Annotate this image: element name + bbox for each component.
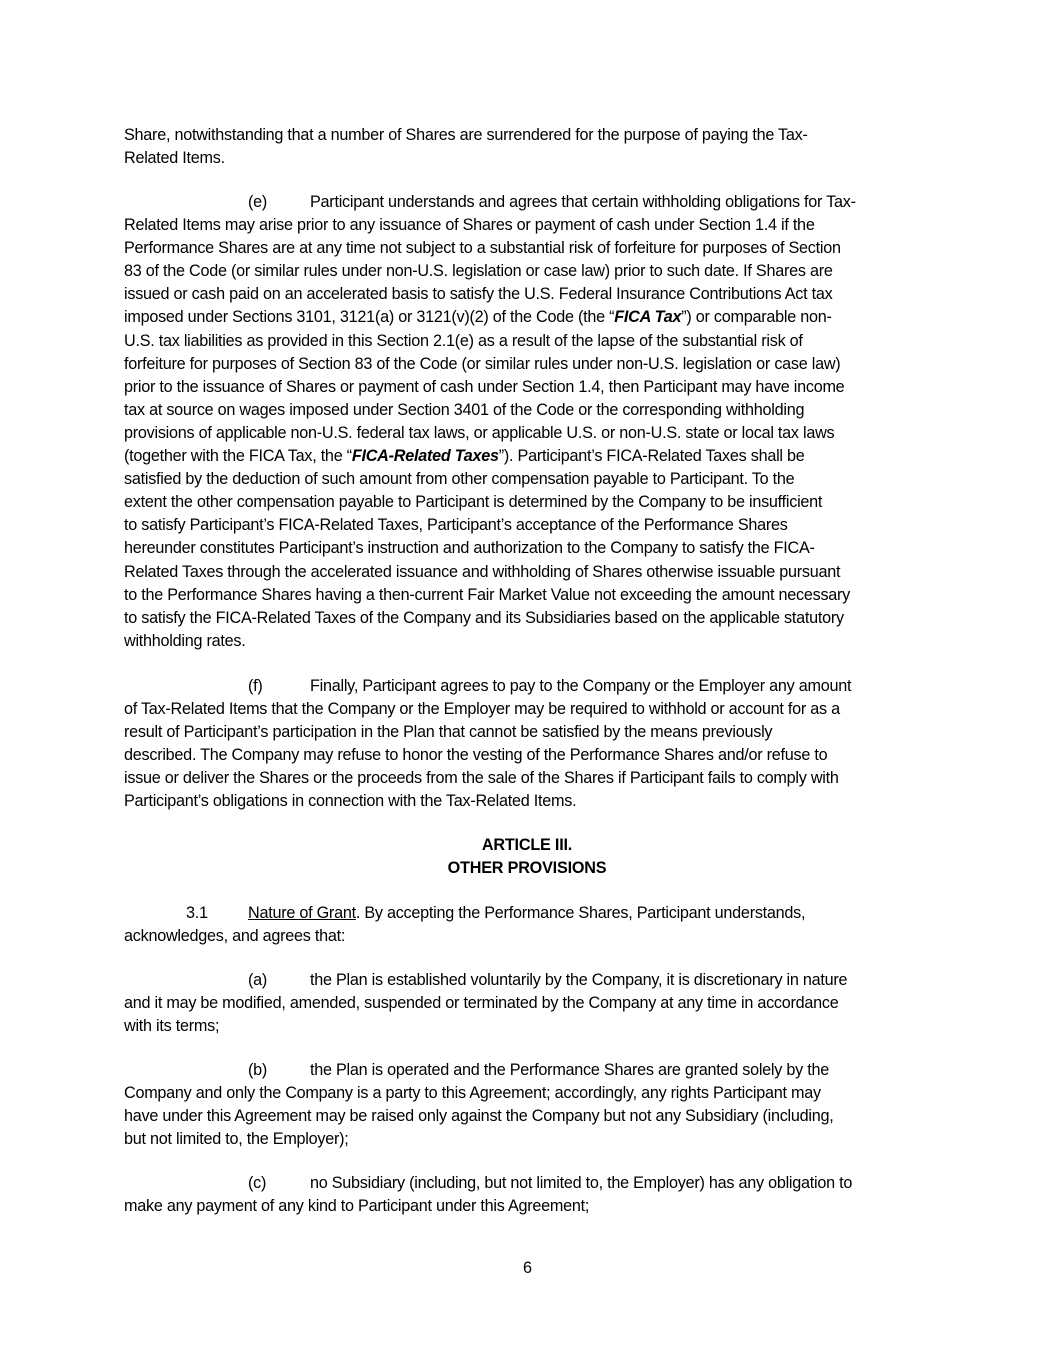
text-line: hereunder constitutes Participant’s instruction and authorization to the Company to satisfy the FICA- <box>124 539 815 558</box>
text-line: Participant’s obligations in connection with the Tax-Related Items. <box>124 792 577 811</box>
page-number: 6 <box>522 1259 532 1277</box>
defined-term-fica-related-taxes: FICA-Related Taxes <box>351 447 499 466</box>
paragraph-label: (f) <box>248 677 263 695</box>
text-line: Company and only the Company is a party to this Agreement; accordingly, any rights Participant may <box>124 1084 821 1103</box>
text-line: with its terms; <box>124 1017 220 1036</box>
text-line: result of Participant’s participation in the Plan that cannot be satisfied by the means previously <box>124 723 773 742</box>
text-line: Related Items. <box>124 149 225 168</box>
paragraph-label: (e) <box>248 193 268 211</box>
text-line: but not limited to, the Employer); <box>124 1130 349 1149</box>
text-line: provisions of applicable non-U.S. federal tax laws, or applicable U.S. or non-U.S. state or local tax laws <box>124 423 835 442</box>
text-line: forfeiture for purposes of Section 83 of the Code (or similar rules under non-U.S. legislation or case law) <box>124 354 841 373</box>
text-span: ”) or comparable non- <box>681 308 832 327</box>
text-line: extent the other compensation payable to Participant is determined by the Company to be insufficient <box>124 493 823 512</box>
section-title: Nature of Grant <box>248 904 356 922</box>
text-line: Performance Shares are at any time not subject to a substantial risk of forfeiture for purposes of Section <box>124 239 841 258</box>
text-line: to the Performance Shares having a then-current Fair Market Value not exceeding the amount necessary <box>124 585 851 604</box>
article-heading: ARTICLE III. <box>481 836 573 854</box>
text-line: Share, notwithstanding that a number of Shares are surrendered for the purpose of paying the Tax- <box>124 126 808 144</box>
text-span: no Subsidiary (including, but not limited to, the Employer) has any obligation to <box>310 1174 853 1192</box>
text-span: Participant understands and agrees that certain withholding obligations for Tax- <box>310 193 856 211</box>
text-line: make any payment of any kind to Participant under this Agreement; <box>124 1197 590 1216</box>
paragraph-a <box>124 969 936 1038</box>
section-3-1 <box>124 902 936 948</box>
text-line: of Tax-Related Items that the Company or the Employer may be required to withhold or account for as a <box>124 700 840 719</box>
text-line: issued or cash paid on an accelerated basis to satisfy the U.S. Federal Insurance Contributions Act tax <box>124 285 833 304</box>
paragraph-label: (a) <box>248 971 268 989</box>
paragraph-b <box>124 1059 936 1151</box>
text-line <box>124 306 936 329</box>
text-span: Finally, Participant agrees to pay to the Company or the Employer any amount <box>310 677 852 695</box>
text-span: (together with the FICA Tax, the “ <box>124 447 352 466</box>
paragraph-first-line <box>124 675 936 698</box>
text-line: issue or deliver the Shares or the proceeds from the sale of the Shares if Participant fails to comply with <box>124 769 839 788</box>
paragraph-c <box>124 1172 936 1218</box>
text-line <box>124 445 936 468</box>
defined-term-fica-tax: FICA Tax <box>614 308 682 327</box>
paragraph-f <box>124 675 936 814</box>
text-line: 83 of the Code (or similar rules under non-U.S. legislation or case law) prior to such date. If Shares are <box>124 262 833 281</box>
article-subheading: OTHER PROVISIONS <box>447 859 607 877</box>
paragraph-e <box>124 191 936 653</box>
text-line: tax at source on wages imposed under Section 3401 of the Code or the corresponding withholding <box>124 400 805 419</box>
text-span: the Plan is established voluntarily by the Company, it is discretionary in nature <box>310 971 848 989</box>
text-line: to satisfy Participant’s FICA-Related Taxes, Participant’s acceptance of the Performance Shares <box>124 516 788 535</box>
text-line: satisfied by the deduction of such amount from other compensation payable to Participant. To the <box>124 470 795 489</box>
text-line: withholding rates. <box>124 631 246 650</box>
section-number: 3.1 <box>186 904 208 922</box>
text-line: prior to the issuance of Shares or payment of cash under Section 1.4, then Participant may have income <box>124 377 845 396</box>
paragraph-first-line <box>124 1059 936 1082</box>
text-span: the Plan is operated and the Performance Shares are granted solely by the <box>310 1061 829 1079</box>
text-span: ”). Participant’s FICA-Related Taxes shall be <box>498 447 805 466</box>
text-line: Related Taxes through the accelerated issuance and withholding of Shares otherwise issuable pursuant <box>124 562 841 581</box>
text-line: Related Items may arise prior to any issuance of Shares or payment of cash under Section 1.4 if the <box>124 216 815 235</box>
paragraph-first-line <box>124 191 936 214</box>
text-line: and it may be modified, amended, suspended or terminated by the Company at any time in accordance <box>124 994 839 1013</box>
text-line: acknowledges, and agrees that: <box>124 927 346 946</box>
text-line: to satisfy the FICA-Related Taxes of the Company and its Subsidiaries based on the applicable statutory <box>124 608 844 627</box>
paragraph-first-line <box>124 969 936 992</box>
paragraph-label: (c) <box>248 1174 267 1192</box>
continuation-paragraph <box>124 124 936 170</box>
text-line: U.S. tax liabilities as provided in this Section 2.1(e) as a result of the lapse of the substantial risk of <box>124 331 803 350</box>
section-first-line <box>124 902 936 925</box>
paragraph-label: (b) <box>248 1061 268 1079</box>
text-span: imposed under Sections 3101, 3121(a) or 3121(v)(2) of the Code (the “ <box>124 308 615 327</box>
text-line: described. The Company may refuse to honor the vesting of the Performance Shares and/or refuse to <box>124 746 828 765</box>
paragraph-first-line <box>124 1172 936 1195</box>
text-span: . By accepting the Performance Shares, Participant understands, <box>355 904 806 922</box>
text-line: have under this Agreement may be raised only against the Company but not any Subsidiary (including, <box>124 1107 834 1126</box>
